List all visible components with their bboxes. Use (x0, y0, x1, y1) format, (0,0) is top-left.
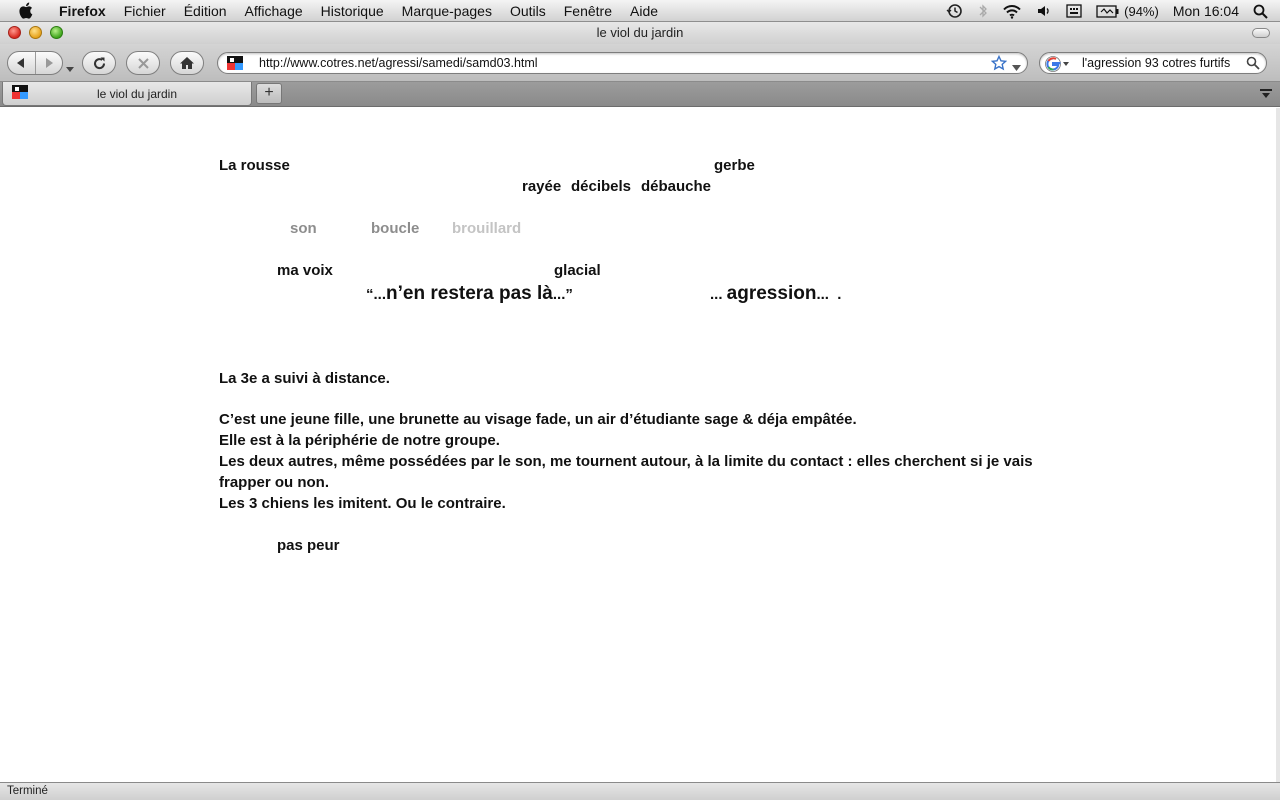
menu-bar (0, 0, 1280, 22)
stop-icon (137, 57, 150, 70)
new-tab-button[interactable]: + (256, 83, 282, 104)
back-forward-group (7, 51, 63, 75)
reload-icon (92, 56, 107, 71)
minimize-window-button[interactable] (29, 26, 42, 39)
word-la-rousse: La rousse (219, 157, 290, 174)
site-favicon-icon (227, 56, 243, 70)
battery-percent: (94%) (1124, 3, 1159, 19)
search-bar[interactable] (1039, 52, 1267, 74)
menu-affichage[interactable]: Affichage (244, 2, 303, 19)
list-all-tabs-icon[interactable] (1256, 84, 1276, 104)
history-dropdown-icon[interactable] (66, 60, 74, 78)
word-brouillard: brouillard (452, 220, 522, 237)
menu-fichier[interactable]: Fichier (123, 2, 166, 19)
forward-button[interactable] (35, 52, 62, 74)
agression-word: agression (726, 283, 817, 304)
bluetooth-icon[interactable] (978, 3, 988, 19)
agression-prefix: ... (710, 286, 727, 303)
agression-suffix: ... . (816, 286, 842, 303)
quote-close: ...” (552, 286, 573, 303)
home-button[interactable] (170, 51, 204, 75)
spotlight-icon[interactable] (1253, 4, 1268, 19)
time-machine-icon[interactable] (946, 3, 964, 19)
page-content (0, 108, 1276, 782)
reload-button[interactable] (82, 51, 116, 75)
forward-arrow-icon (42, 56, 56, 70)
word-gerbe: gerbe (714, 157, 755, 174)
status-bar (0, 782, 1280, 800)
word-pas-peur: pas peur (277, 537, 340, 554)
battery-status[interactable] (1096, 4, 1159, 19)
menu-edition[interactable]: Édition (183, 2, 227, 19)
window-titlebar (0, 22, 1280, 44)
line-chiens: Les 3 chiens les imitent. Ou le contraire. (219, 495, 506, 512)
scrollbar-track[interactable] (1276, 108, 1280, 782)
stop-button[interactable] (126, 51, 160, 75)
menu-outils[interactable]: Outils (509, 2, 546, 19)
word-glacial: glacial (554, 262, 601, 279)
word-debauche: débauche (641, 178, 712, 195)
tab-label: le viol du jardin (96, 87, 178, 101)
quote-open: “... (366, 286, 387, 303)
clock[interactable]: Mon 16:04 (1172, 3, 1239, 19)
url-history-dropdown-icon[interactable] (1012, 59, 1021, 77)
navigation-toolbar (0, 44, 1280, 82)
menu-marque-pages[interactable]: Marque-pages (401, 2, 492, 19)
search-input[interactable]: l'agression 93 cotres furtifs (1082, 56, 1231, 70)
back-button[interactable] (8, 52, 35, 74)
volume-icon[interactable] (1036, 4, 1052, 18)
address-bar[interactable] (217, 52, 1028, 74)
input-menu-icon[interactable] (1066, 4, 1082, 18)
search-engine-google-icon[interactable] (1044, 55, 1072, 73)
zoom-window-button[interactable] (50, 26, 63, 39)
line-peripherie: Elle est à la périphérie de notre groupe. (219, 432, 500, 449)
menu-historique[interactable]: Historique (320, 2, 384, 19)
word-rayee: rayée (522, 178, 562, 195)
window-title: le viol du jardin (596, 25, 684, 40)
back-arrow-icon (14, 56, 28, 70)
tab-bar (0, 82, 1280, 107)
tab-le-viol-du-jardin[interactable] (2, 82, 252, 106)
word-boucle: boucle (371, 220, 420, 237)
toggle-toolbar-button[interactable] (1252, 28, 1270, 38)
line-suivi: La 3e a suivi à distance. (219, 370, 390, 387)
quote-text: n’en restera pas là (386, 283, 553, 304)
url-input[interactable]: http://www.cotres.net/agressi/samedi/samd03.html (259, 56, 538, 70)
status-text: Terminé (7, 785, 48, 797)
wifi-icon[interactable] (1002, 4, 1022, 19)
word-son: son (290, 220, 317, 237)
menu-aide[interactable]: Aide (630, 2, 659, 19)
word-ma-voix: ma voix (277, 262, 333, 279)
line-deux-autres: Les deux autres, même possédées par le son, me tournent autour, à la limite du contact : elles cherchent si je vais frapper ou non. (219, 453, 1033, 491)
close-window-button[interactable] (8, 26, 21, 39)
paragraph-description (219, 409, 1039, 514)
menu-extras (939, 0, 1280, 22)
menu-firefox[interactable]: Firefox (59, 2, 106, 19)
line-jeune-fille: C’est une jeune fille, une brunette au visage fade, un air d’étudiante sage & déja empâtée. (219, 411, 857, 428)
apple-menu-icon[interactable] (18, 2, 36, 20)
bookmark-star-icon[interactable] (991, 55, 1007, 76)
agression-line (710, 283, 841, 305)
home-icon (179, 56, 195, 70)
word-decibels: décibels (571, 178, 632, 195)
quote-line (366, 283, 573, 305)
search-magnifier-icon[interactable] (1246, 56, 1260, 74)
menu-fenetre[interactable]: Fenêtre (563, 2, 612, 19)
